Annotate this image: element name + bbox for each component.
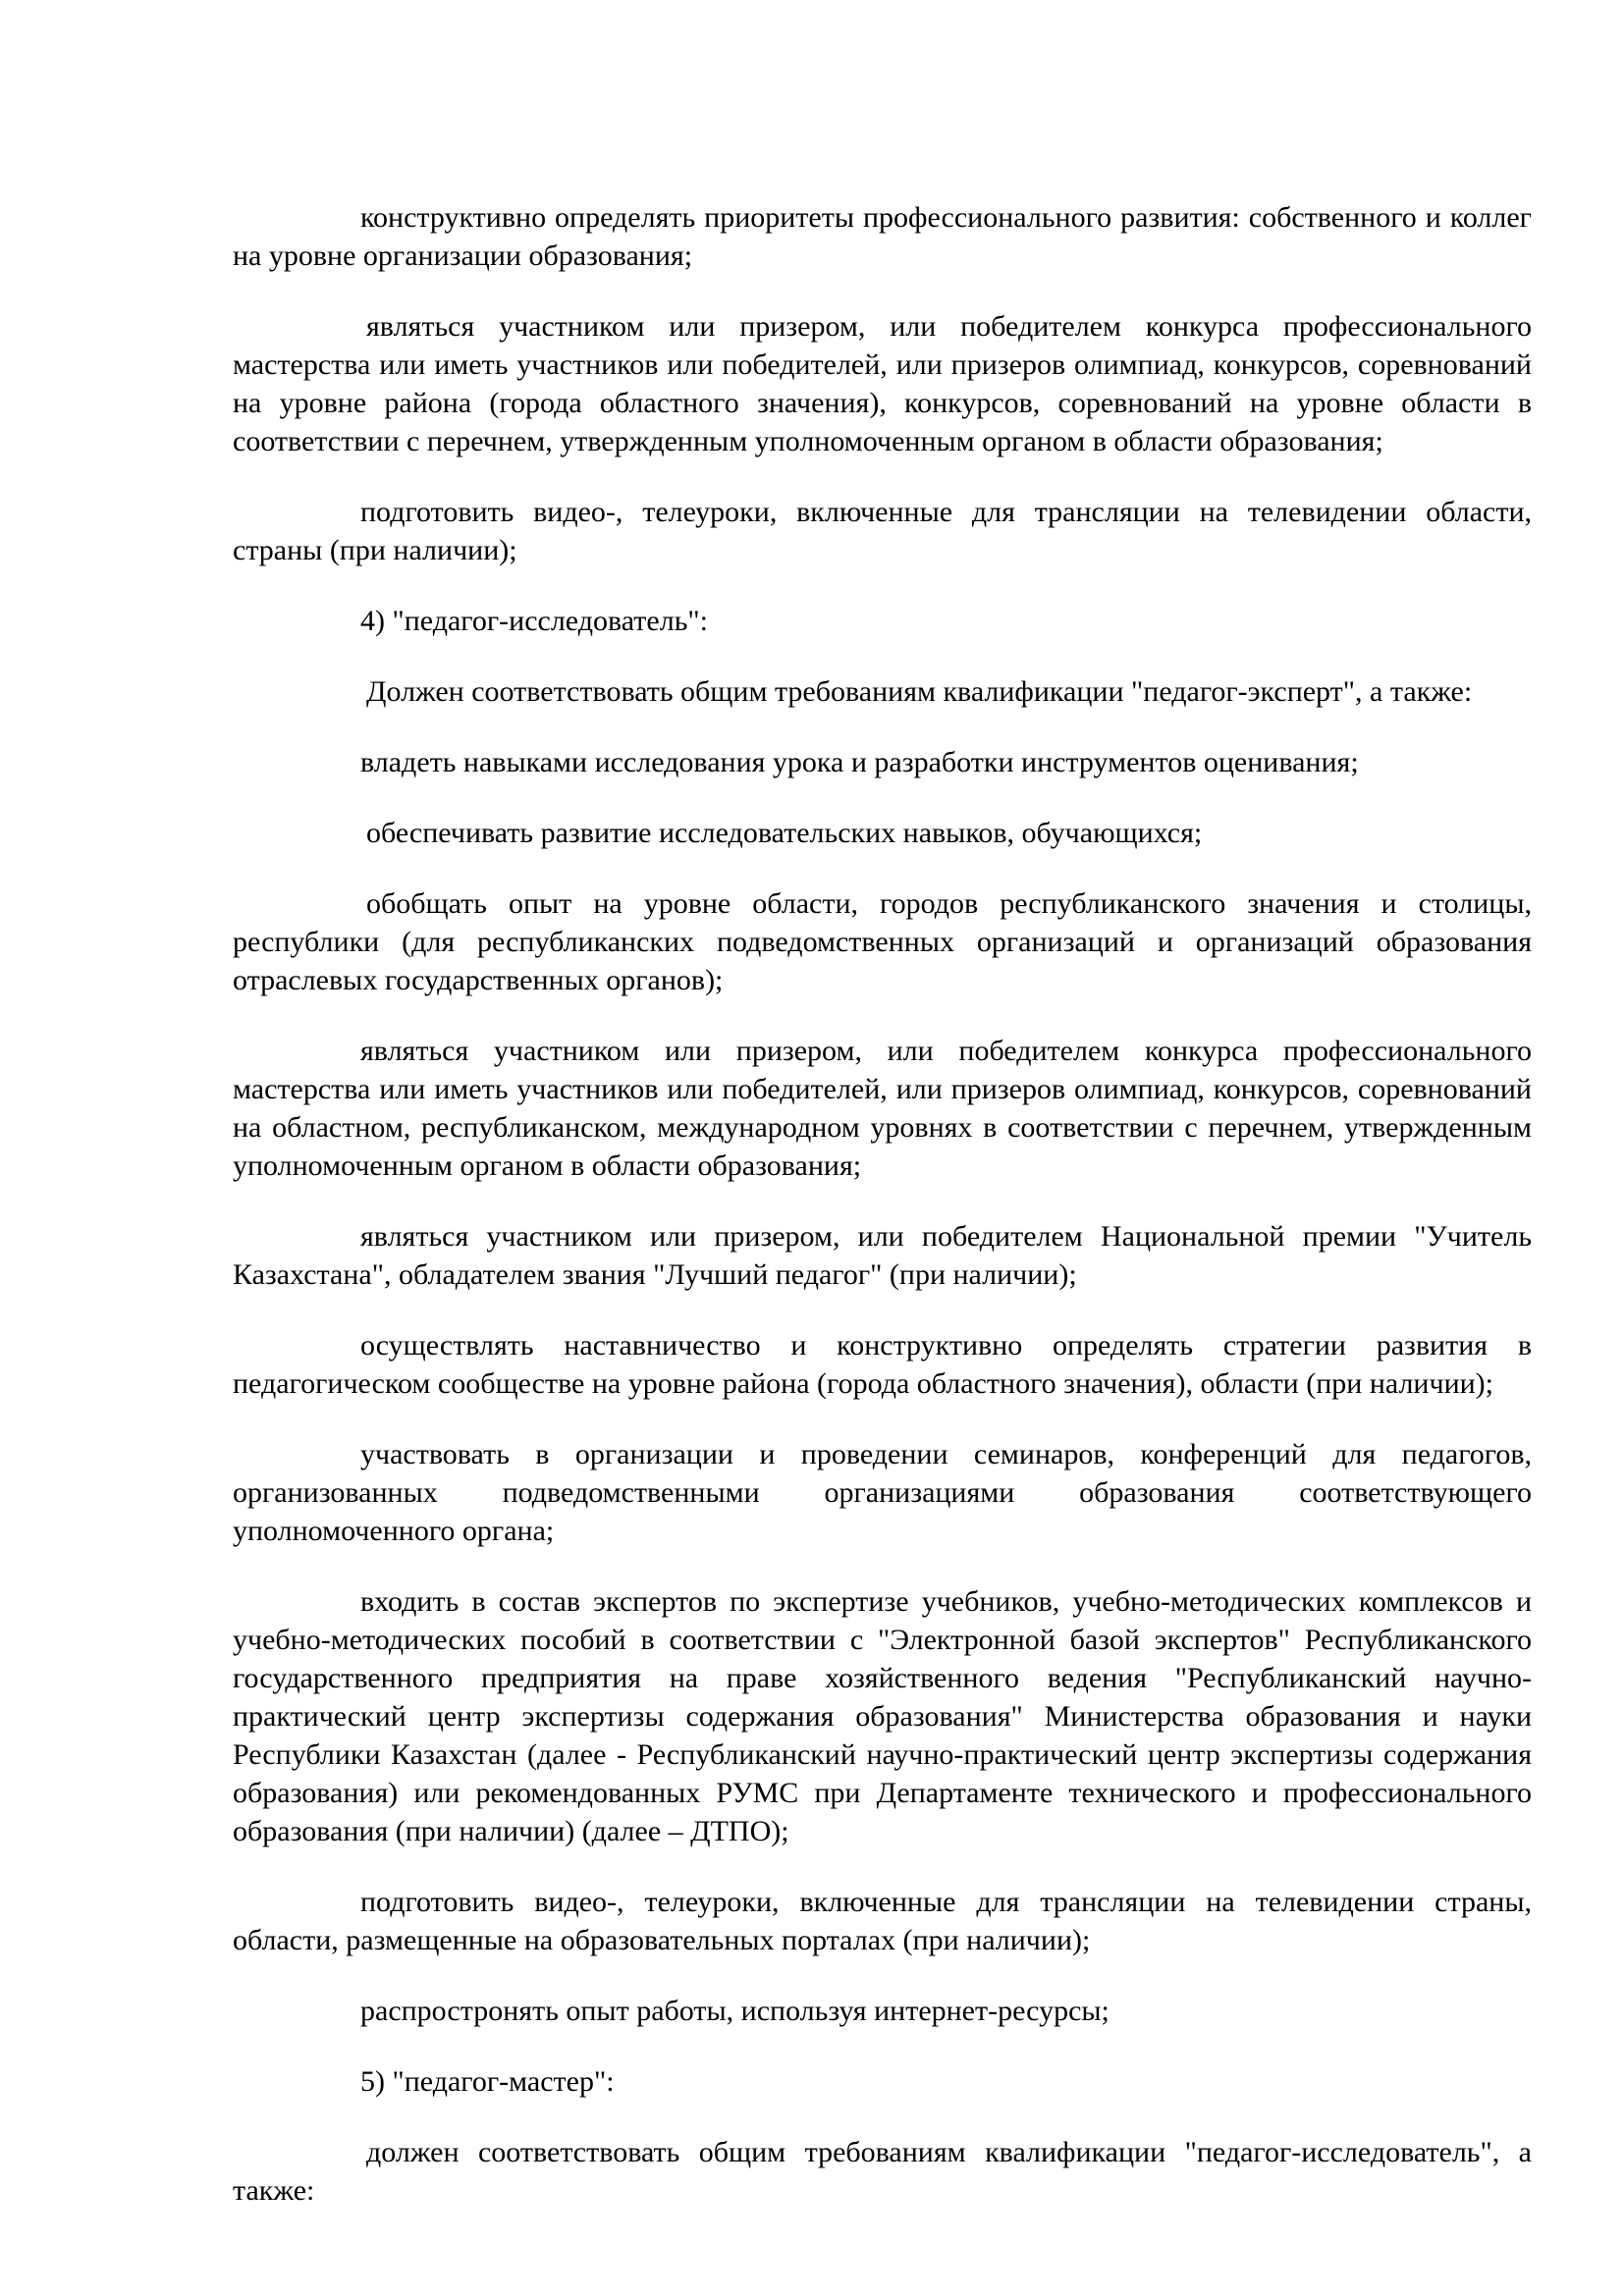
paragraph: являться участником или призером, или победителем конкурса профессионального мастерства или иметь участников или победителей, или призеров олимпиад, конкурсов, соревнований на областном, республиканском, международном уровнях в соответствии с перечнем, утвержденным уполномоченным органом в области образования; [233, 1035, 1532, 1182]
paragraph: должен соответствовать общим требованиям квалификации "педагог-исследователь", а также: [233, 2136, 1532, 2207]
section-heading: 5) "педагог-мастер": [360, 2065, 615, 2098]
paragraph: Должен соответствовать общим требованиям квалификации "педагог-эксперт", а также: [366, 675, 1473, 708]
paragraph: конструктивно определять приоритеты профессионального развития: собственного и коллег на уровне организации образования; [233, 201, 1532, 272]
paragraph: подготовить видео-, телеуроки, включенные для трансляции на телевидении области, страны (при наличии); [233, 496, 1532, 566]
paragraph: входить в состав экспертов по экспертизе учебников, учебно-методических комплексов и учебно-методических пособий в соответствии с "Электронной базой экспертов" Республиканского государственного предприятия на праве хозяйственного ведения "Республиканский научно-практический центр экспертизы содержания образования" Министерства образования и науки Республики Казахстан (далее - Республиканский научно-практический центр экспертизы содержания образования) или рекомендованных РУМС при Департаменте технического и профессионального образования (при наличии) (далее – ДТПО); [233, 1585, 1532, 1847]
paragraph: осуществлять наставничество и конструктивно определять стратегии развития в педагогическом сообществе на уровне района (города областного значения), области (при наличии); [233, 1329, 1532, 1400]
paragraph: обобщать опыт на уровне области, городов республиканского значения и столицы, республики (для республиканских подведомственных организаций и организаций образования отраслевых государственных органов); [233, 887, 1532, 996]
document-body [233, 198, 1532, 2242]
paragraph: являться участником или призером, или победителем Национальной премии "Учитель Казахстана", обладателем звания "Лучший педагог" (при наличии); [233, 1220, 1532, 1291]
paragraph: распростронять опыт работы, используя интернет-ресурсы; [360, 1995, 1110, 2027]
paragraph: участвовать в организации и проведении семинаров, конференций для педагогов, организованных подведомственными организациями образования соответствующего уполномоченного органа; [233, 1438, 1532, 1547]
paragraph: обеспечивать развитие исследовательских навыков, обучающихся; [366, 817, 1203, 849]
paragraph: подготовить видео-, телеуроки, включенные для трансляции на телевидении страны, области, размещенные на образовательных порталах (при наличии); [233, 1886, 1532, 1956]
section-heading: 4) "педагог-исследователь": [360, 605, 708, 637]
paragraph: являться участником или призером, или победителем конкурса профессионального мастерства или иметь участников или победителей, или призеров олимпиад, конкурсов, соревнований на уровне района (города областного значения), конкурсов, соревнований на уровне области в соответствии с перечнем, утвержденным уполномоченным органом в области образования; [233, 310, 1532, 457]
paragraph: владеть навыками исследования урока и разработки инструментов оценивания; [360, 746, 1359, 778]
